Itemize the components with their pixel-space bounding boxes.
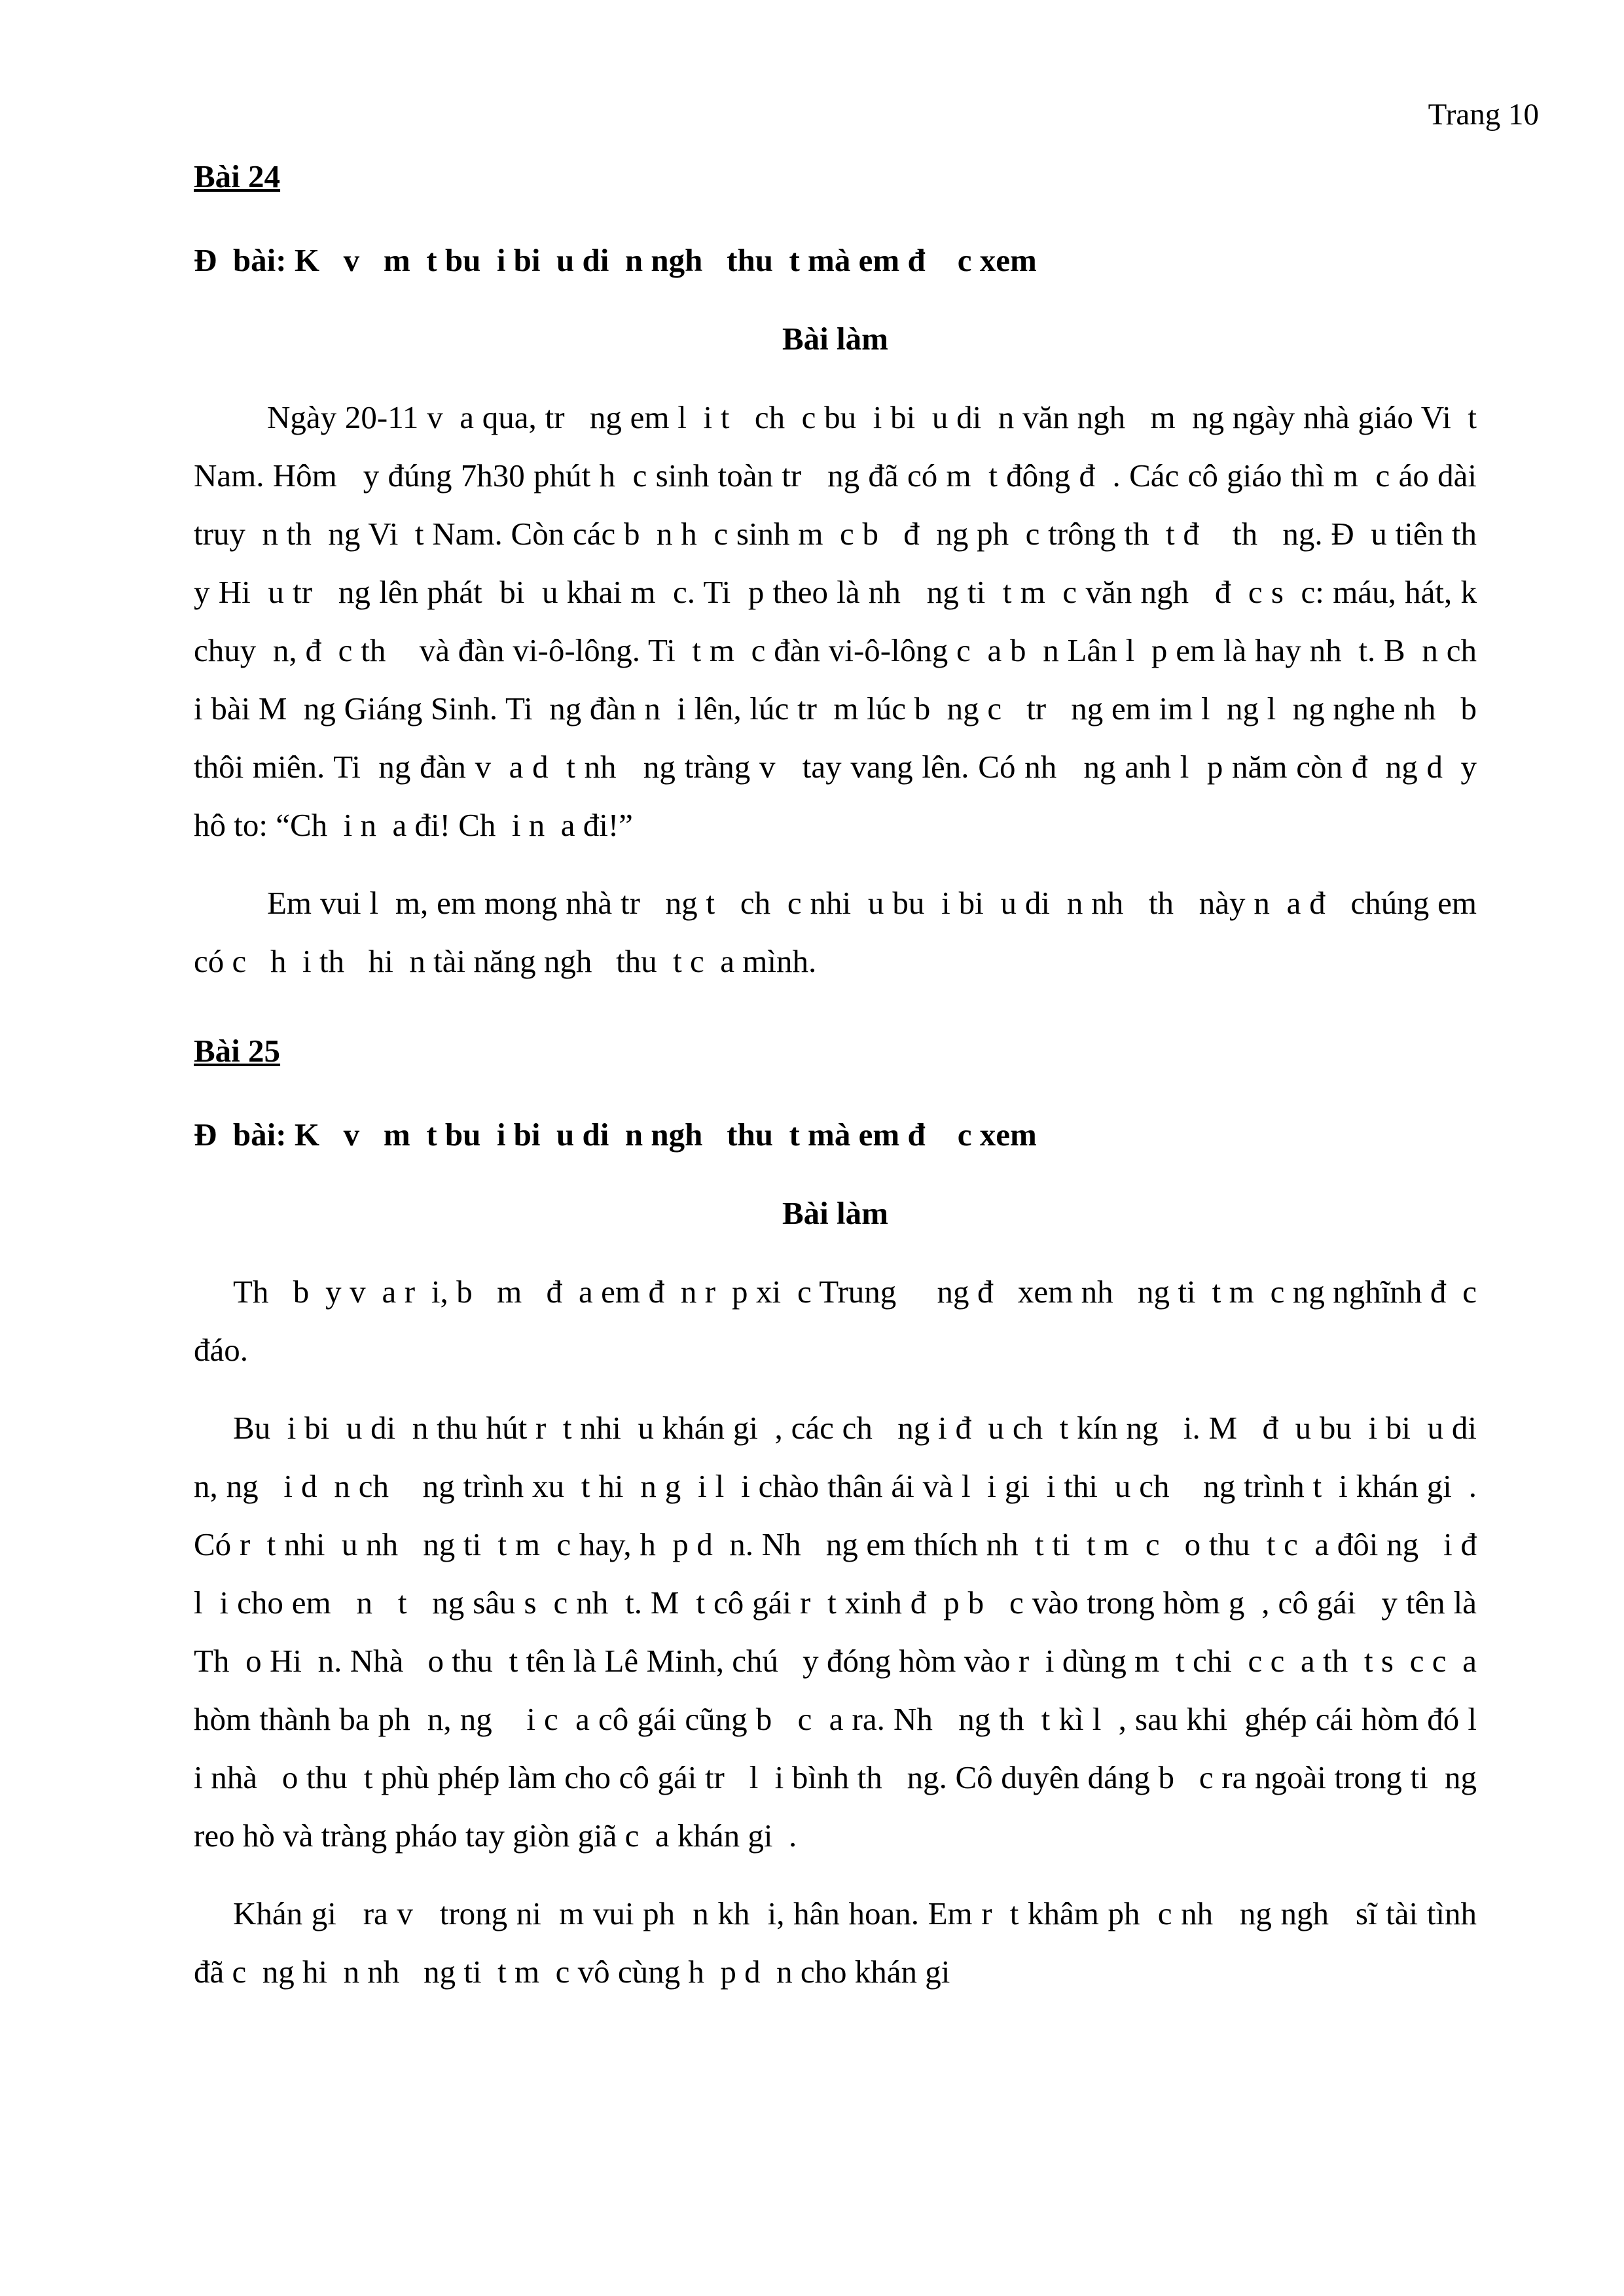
section-heading: Bài 25 — [194, 1033, 281, 1069]
section-heading: Bài 24 — [194, 158, 281, 194]
essay-paragraph: Ngày 20-11 v a qua, tr ng em l i t ch c bu i bi u di n văn ngh m ng ngày nhà giáo Vi t Nam. Hôm y đúng 7h30 phút h c sinh toàn tr ng đã có m t đông đ . Các cô giáo thì m c áo dài truy n th ng Vi t Nam. Còn các b n h c sinh m c b đ ng ph c trông th t đ th ng. Đ u tiên th y Hi u tr ng lên phát bi u khai m c. Ti p theo là nh ng ti t m c văn ngh đ c s c: máu, hát, k chuy n, đ c th và đàn vi-ô-lông. Ti t m c đàn vi-ô-lông c a b n Lân l p em là hay nh t. B n ch i bài M ng Giáng Sinh. Ti ng đàn n i lên, lúc tr m lúc b ng c tr ng em im l ng l ng nghe nh b thôi miên. Ti ng đàn v a d t nh ng tràng v tay vang lên. Có nh ng anh l p năm còn đ ng d y hô to: “Ch i n a đi! Ch i n a đi!” — [194, 399, 1501, 843]
essay-prompt: Đ bài: K v m t bu i bi u di n ngh thu t mà em đ c xem — [194, 242, 1037, 278]
essay-paragraph: Bu i bi u di n thu hút r t nhi u khán gi , các ch ng i đ u ch t kín ng i. M đ u bu i bi u di n, ng i d n ch ng trình xu t hi n g i l i chào thân ái và l i gi i thi u ch ng trình t i khán gi . Có r t nhi u nh ng ti t m c hay, h p d n. Nh ng em thích nh t ti t m c o thu t c a đôi ng i đ l i cho em n t ng sâu s c nh t. M t cô gái r t xinh đ p b c vào trong hòm g , cô gái y tên là Th o Hi n. Nhà o thu t tên là Lê Minh, chú y đóng hòm vào r i dùng m t chi c c a th t s c c a hòm thành ba ph n, ng i c a cô gái cũng b c a ra. Nh ng th t kì l , sau khi ghép cái hòm đó l i nhà o thu t phù phép làm cho cô gái tr l i bình th ng. Cô duyên dáng b c ra ngoài trong ti ng reo hò và tràng pháo tay giòn giã c a khán gi . — [194, 1410, 1501, 1854]
section-bai-24 — [194, 154, 1501, 990]
document-body — [194, 154, 1501, 2001]
essay-subheading: Bài làm — [782, 321, 888, 357]
essay-paragraph: Khán gi ra v trong ni m vui ph n kh i, hân hoan. Em r t khâm ph c nh ng ngh sĩ tài tình đã c ng hi n nh ng ti t m c vô cùng h p d n cho khán gi — [194, 1895, 1485, 1990]
page-number: Trang 10 — [1428, 98, 1539, 132]
essay-prompt: Đ bài: K v m t bu i bi u di n ngh thu t mà em đ c xem — [194, 1117, 1037, 1153]
essay-subheading: Bài làm — [782, 1195, 888, 1231]
essay-paragraph: Em vui l m, em mong nhà tr ng t ch c nhi u bu i bi u di n nh th này n a đ chúng em có c h i th hi n tài năng ngh thu t c a mình. — [194, 885, 1485, 979]
section-bai-25 — [194, 1028, 1501, 2001]
essay-paragraph: Th b y v a r i, b m đ a em đ n r p xi c Trung ng đ xem nh ng ti t m c ng nghĩnh đ c đáo. — [194, 1274, 1485, 1368]
